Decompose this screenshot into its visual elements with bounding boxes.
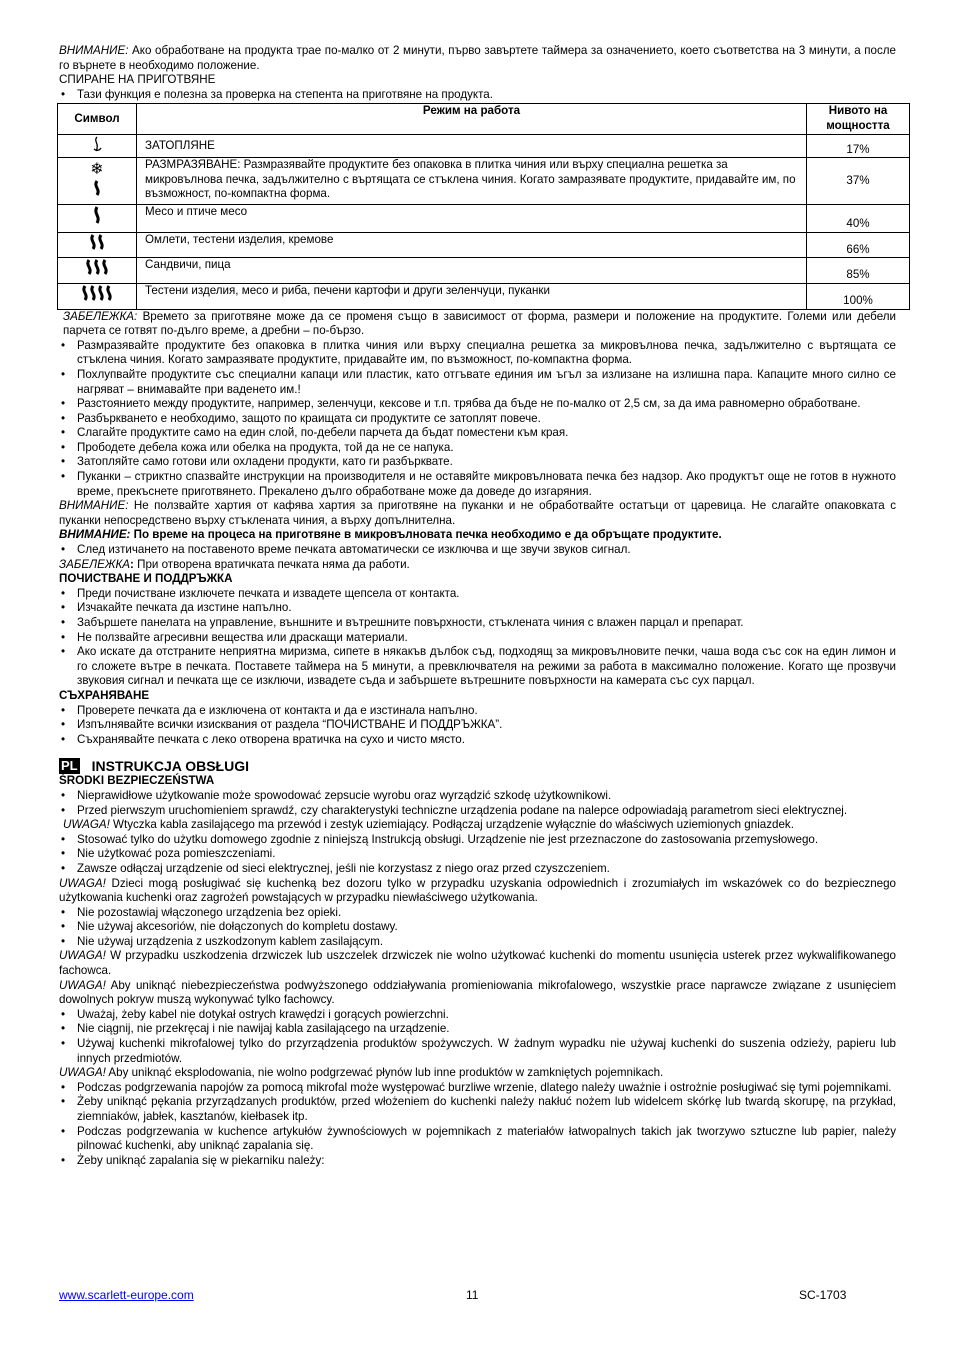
level-cell: 66% — [807, 232, 910, 258]
list-item: • Похлупвайте продуктите със специални капаци или пластик, като отгъвате единия им ъгъл за излизане на излишна пара. Капаците много силно се нагряват – внимавайте при ваденето им.! — [59, 368, 896, 397]
note-text: Времето за приготвяне може да се променя също в зависимост от форма, размери и положение на продуктите. Големи или дебели парчета се готвят по-дълго време, а дребни – по-бързо. — [63, 309, 896, 338]
model-number: SC-1703 — [799, 1288, 847, 1302]
storage-heading: СЪХРАНЯВАНЕ — [59, 688, 150, 702]
safety-list-4 — [59, 1008, 896, 1066]
mode-cell: ЗАТОПЛЯНЕ — [137, 134, 807, 158]
safety-heading: ŚRODKI BEZPIECZEŃSTWA — [59, 774, 215, 788]
list-item: • Nie ciągnij, nie przekręcaj i nie nawijaj kabla zasilającego na urządzenie. — [59, 1022, 896, 1037]
list-item: • Żeby uniknąć pękania przyrządzanych produktów, przed włożeniem do kuchenki należy nakłuć nożem lub widelcem skórkę lub twardą skorupę, na przykład, ziemniaków, jabłek, kasztanów, kiełbasek itp. — [59, 1095, 896, 1124]
list-item: • Забършете панелата на управление, външните и вътрешните повърхности, стъклената чиния с влажен парцал и препарат. — [59, 616, 896, 631]
list-item: • Zawsze odłączaj urządzenie od sieci elektrycznej, jeśli nie korzystasz z niego oraz przed czyszczeniem. — [59, 862, 896, 877]
website-link[interactable]: www.scarlett-europe.com — [59, 1288, 194, 1302]
list-item: • Слагайте продуктите само на един слой, по-дебели парчета да бъдат поместени към края. — [59, 426, 896, 441]
meat-icon — [58, 205, 137, 233]
mode-cell: Омлети, тестени изделия, кремове — [137, 232, 807, 258]
sandwich-icon — [58, 258, 137, 284]
note-door: ЗАБЕЛЕЖКА: При отворена вратичката печката няма да работи. — [59, 557, 410, 571]
mode-cell: Сандвичи, пица — [137, 258, 807, 284]
list-item: • Тази функция е полезна за проверка на степента на приготвяне на продукта. — [59, 88, 896, 103]
cleaning-heading: ПОЧИСТВАНЕ И ПОДДРЪЖКА — [59, 572, 233, 586]
list-item: • След изтичането на поставеното време печката автоматически се изключва и ще звучи звуков сигнал. — [59, 543, 896, 558]
table-row — [58, 283, 910, 309]
list-item: • Podczas podgrzewania napojów za pomocą mikrofal może występować burzliwe wrzenie, dlatego należy uważnie i ostrożnie posługiwać się tymi pojemnikami. — [59, 1081, 896, 1096]
safety-list-1 — [59, 789, 896, 818]
warning-popcorn: ВНИМАНИЕ: Не ползвайте хартия от кафява хартия за приготвяне на пуканки и не обработвайте остатъци от царевица. Не слагайте опаковката с пуканки непосредствено върху стъклената чиния, а върху допълнителна. — [59, 499, 896, 527]
table-row — [58, 134, 910, 158]
list-item: • Проверете печката да е изключена от контакта и да е изстинала напълно. — [59, 704, 896, 719]
storage-list — [59, 704, 896, 748]
note-label: ЗАБЕЛЕЖКА: — [63, 309, 138, 323]
list-item: • Ако искате да отстраните неприятна миризма, сипете в някакъв дълбок съд, подходящ за микровълновите печки, чаша вода със сок на един лимон и го сложете вътре в печката. Поставете таймера на 5 минути, а превключвателя на режими за работа в максимално положение. Когато ще прозвучи звуковия сигнал и печката ще се изключи, извадете съда и забършете вътрешните повърхности на камерата със сух парцал. — [59, 645, 896, 689]
language-badge: PL — [61, 758, 78, 774]
list-item: • Размразявайте продуктите без опаковка в плитка чиния или върху специална решетка за микровълнова печка, задължително с въртящата се стъклена чиния. Когато замразявате продуктите, придавайте им, по възможност, по-компактна форма. — [59, 339, 896, 368]
table-header-row — [58, 104, 910, 134]
list-item: • Nie używaj akcesoriów, nie dołączonych do kompletu dostawy. — [59, 920, 896, 935]
pl-section-header — [59, 758, 896, 774]
cleaning-list — [59, 587, 896, 689]
list-item: • Stosować tylko do użytku domowego zgodnie z niniejszą Instrukcją obsługi. Urządzenie nie jest przeznaczone do zastosowania przemysłowego. — [59, 833, 896, 848]
list-item: • Прободете дебела кожа или обелка на продукта, той да не се напука. — [59, 441, 896, 456]
list-item: • Изпълнявайте всички изисквания от раздела “ПОЧИСТВАНЕ И ПОДДРЪЖКА”. — [59, 718, 896, 733]
col-level: Нивото на мощността — [807, 104, 910, 134]
warning-text: Ако обработване на продукта трае по-малко от 2 минути, първо завъртете таймера за означението, което съответства на 3 минути, а после го върнете в необходимо положение. — [59, 44, 896, 72]
omelet-icon — [58, 232, 137, 258]
level-cell: 17% — [807, 134, 910, 158]
list-item: • Разстоянието между продуктите, например, зеленчуци, кексове и т.п. трябва да бъде не по-малко от 2,5 см, за да има равномерно обработване. — [59, 397, 896, 412]
uwaga-paragraph: UWAGA! Aby uniknąć eksplodowania, nie wolno podgrzewać płynów lub inne produktów w zamkniętych pojemnikach. — [59, 1066, 664, 1080]
list-item: • Podczas podgrzewania w kuchence artykułów żywnościowych w pojemnikach z materiałów łatwopalnych takich jak tworzywo sztuczne lub papier, należy pilnować kuchenki, aby uniknąć zapalania się. — [59, 1125, 896, 1154]
stop-heading: СПИРАНЕ НА ПРИГОТВЯНЕ — [59, 73, 216, 87]
list-item: • Uważaj, żeby kabel nie dotykał ostrych krawędzi i gorących powierzchni. — [59, 1008, 896, 1023]
list-item: • Пуканки – стриктно спазвайте инструкции на производителя и не оставяйте микровълновата печка без надзор. Ако продуктът още не готов в нужното време, прекъснете приготвянето. Прекалено дълго обработване може да доведе до изгаряния. — [59, 470, 896, 499]
list-item: • Затопляйте само готови или охладени продукти, като ги разбърквате. — [59, 455, 896, 470]
uwaga-paragraph: UWAGA! Aby uniknąć niebezpieczeństwa podwyższonego oddziaływania promieniowania mikrofalowego, wszystkie prace naprawcze związane z usunięciem dowolnych pokryw muszą wykonywać tylko fachowcy. — [59, 978, 896, 1007]
col-symbol: Символ — [58, 104, 137, 134]
list-item: • Не ползвайте агресивни вещества или драскащи материали. — [59, 631, 896, 646]
level-cell: 40% — [807, 205, 910, 233]
list-item: • Съхранявайте печката с леко отворена вратичка на сухо и чисто място. — [59, 733, 896, 748]
pastry-icon — [58, 283, 137, 309]
list-item: • Nie pozostawiaj włączonego urządzenia bez opieki. — [59, 906, 896, 921]
section-title: INSTRUKCJA OBSŁUGI — [91, 758, 250, 775]
list-item: • Преди почистване изключете печката и извадете щепсела от контакта. — [59, 587, 896, 602]
warning-turn: ВНИМАНИЕ: По време на процеса на приготвяне в микровълновата печка необходимо е да обръщате продуктите. — [59, 528, 722, 542]
safety-list-5 — [59, 1081, 896, 1169]
page-content — [59, 44, 896, 1168]
mode-cell: Тестени изделия, месо и риба, печени картофи и други зеленчуци, пуканки — [137, 283, 807, 309]
stop-list — [59, 88, 896, 103]
safety-list-2 — [59, 833, 896, 877]
defrost-icon: ❄ — [58, 158, 137, 205]
page-footer — [59, 1288, 896, 1304]
auto-list — [59, 543, 896, 558]
list-item: • Nie używaj urządzenia z uszkodzonym kablem zasilającym. — [59, 935, 896, 950]
level-cell: 85% — [807, 258, 910, 284]
list-item: • Nie użytkować poza pomieszczeniami. — [59, 847, 896, 862]
safety-list-3 — [59, 906, 896, 950]
note-paragraph — [59, 310, 896, 339]
page-number: 11 — [466, 1288, 479, 1302]
table-row — [58, 258, 910, 284]
warning-paragraph — [59, 44, 896, 73]
mode-cell: РАЗМРАЗЯВАНЕ: Размразявайте продуктите без опаковка в плитка чиния или върху специална решетка за микровълнова печка, задължително с въртящата се стъклена чиния. Когато замразявате продуктите, придавайте им, по възможност, по-компактна форма. — [137, 158, 807, 205]
reheat-icon — [58, 134, 137, 158]
level-cell: 100% — [807, 283, 910, 309]
uwaga-paragraph: UWAGA! Dzieci mogą posługiwać się kuchenką bez dozoru tylko w przypadku uzyskania odpowiednich i zrozumiałych im wskazówek co do bezpiecznego użytkowania kuchenki oraz zagrożeń powstających w przypadku niewłaściwego użytkowania. — [59, 876, 896, 905]
list-item: • Przed pierwszym uruchomieniem sprawdź, czy charakterystyki techniczne urządzenia podane na nalepce odpowiadają parametrom sieci elektrycznej. — [59, 804, 896, 819]
uwaga-paragraph: UWAGA! W przypadku uszkodzenia drzwiczek lub uszczelek drzwiczek nie wolno użytkować kuchenki do momentu usunięcia usterek przez wykwalifikowanego fachowca. — [59, 949, 896, 978]
list-item: • Używaj kuchenki mikrofalowej tylko do przyrządzenia produktów spożywczych. W żadnym wypadku nie używaj kuchenki do suszenia odzieży, papieru lub innych przedmiotów. — [59, 1037, 896, 1066]
list-item: • Разбъркването е необходимо, защото по краищата си продуктите се затоплят повече. — [59, 412, 896, 427]
list-item: • Żeby uniknąć zapalania się w piekarniku należy: — [59, 1154, 896, 1169]
uwaga-paragraph: UWAGA! Wtyczka kabla zasilającego ma przewód i zestyk uziemiający. Podłączaj urządzenie wyłącznie do właściwych uziemionych gniazdek. — [63, 818, 794, 832]
level-cell: 37% — [807, 158, 910, 205]
list-item: • Nieprawidłowe użytkowanie może spowodować zepsucie wyrobu oraz wyrządzić szkodę użytkownikowi. — [59, 789, 896, 804]
table-row — [58, 232, 910, 258]
warning-label: ВНИМАНИЕ: — [59, 44, 129, 57]
table-row — [58, 158, 910, 205]
col-mode: Режим на работа — [137, 104, 807, 134]
mode-cell: Месо и птиче месо — [137, 205, 807, 233]
tips-list — [59, 339, 896, 500]
table-row — [58, 205, 910, 233]
list-item: • Изчакайте печката да изстине напълно. — [59, 601, 896, 616]
power-level-table — [57, 103, 910, 309]
